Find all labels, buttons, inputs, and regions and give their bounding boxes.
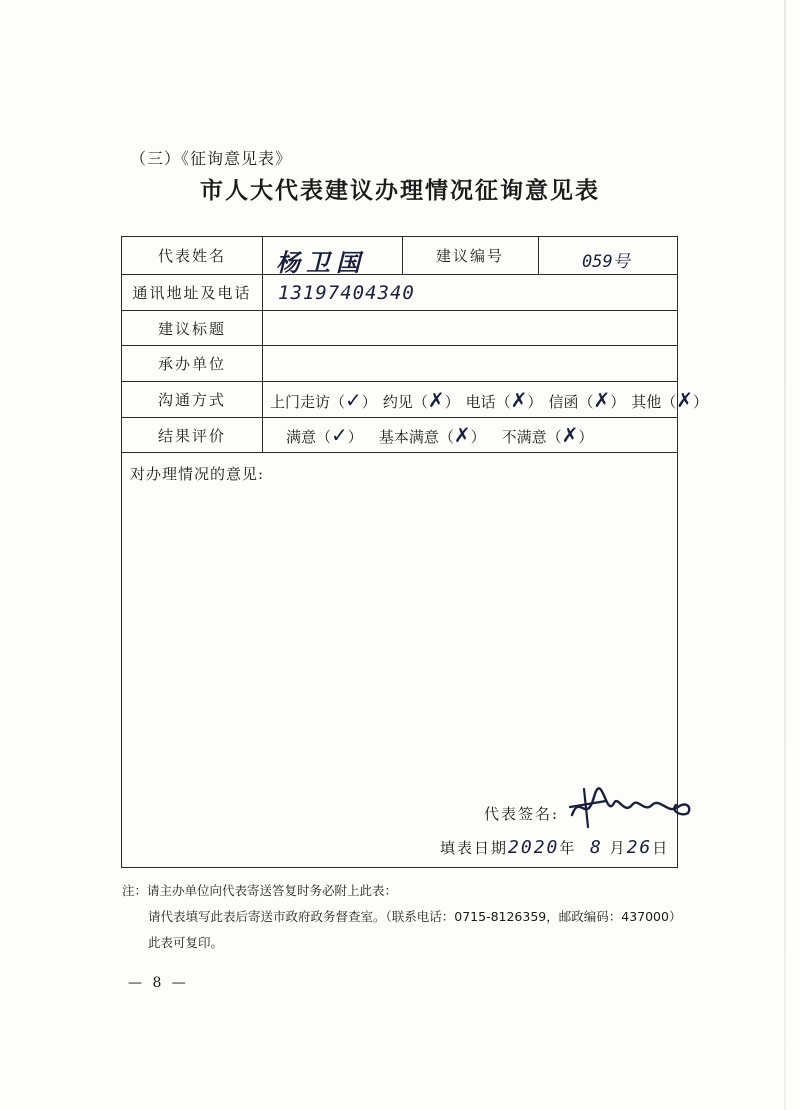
date-year[interactable]: 2020 <box>508 837 560 858</box>
date-month[interactable]: 8 <box>589 837 603 858</box>
cross-mark-icon: ✗ <box>510 387 528 412</box>
result-options <box>262 418 677 452</box>
unit-label: 承办单位 <box>122 346 263 381</box>
method-label: 沟通方式 <box>122 382 263 417</box>
date-year-unit: 年 <box>559 839 577 857</box>
unit-cell[interactable] <box>262 346 677 381</box>
page-number: — 8 — <box>128 975 189 991</box>
contact-label: 通讯地址及电话 <box>122 275 263 310</box>
method-other[interactable]: 其他（✗） <box>631 387 709 412</box>
method-letter[interactable]: 信函（✗） <box>548 387 626 412</box>
name-label: 代表姓名 <box>122 237 263 274</box>
check-mark-icon: ✓ <box>331 423 348 447</box>
cross-mark-icon: ✗ <box>427 387 445 412</box>
section-label: （三）《征询意见表》 <box>130 149 293 168</box>
opinion-area[interactable] <box>122 487 677 767</box>
date-label: 填表日期 <box>440 839 509 857</box>
subject-cell[interactable] <box>262 311 677 345</box>
notes <box>122 878 681 956</box>
row-method <box>122 382 709 418</box>
signature-image <box>566 785 696 833</box>
signature-label: 代表签名: <box>484 805 560 823</box>
feedback-form-table <box>121 236 709 868</box>
method-meeting[interactable]: 约见（✗） <box>382 387 460 412</box>
note-line-2: 请代表填写此表后寄送市政府政务督查室。（联系电话：0715-8126359，邮政编码：437000） <box>148 909 682 924</box>
result-satisfied[interactable]: 满意（✓） <box>286 423 363 447</box>
note-line-3: 此表可复印。 <box>148 935 224 950</box>
cross-mark-icon: ✗ <box>593 387 611 412</box>
name-value: 杨卫国 <box>276 249 366 277</box>
cross-mark-icon: ✗ <box>453 423 471 447</box>
row-result <box>122 418 677 453</box>
number-label: 建议编号 <box>402 237 539 274</box>
number-cell[interactable] <box>538 237 677 274</box>
result-label: 结果评价 <box>122 418 263 452</box>
contact-value: 13197404340 <box>278 281 415 304</box>
date-day[interactable]: 26 <box>626 837 653 858</box>
opinion-label: 对办理情况的意见: <box>130 465 265 483</box>
method-visit[interactable]: 上门走访（✓） <box>270 387 377 412</box>
method-phone[interactable]: 电话（✗） <box>465 387 543 412</box>
document-title: 市人大代表建议办理情况征询意见表 <box>200 178 600 204</box>
date-line <box>440 837 669 858</box>
date-month-unit: 月 <box>609 839 627 857</box>
contact-cell[interactable] <box>262 275 677 310</box>
page-edge <box>784 0 786 1110</box>
method-options <box>262 382 709 417</box>
cross-mark-icon: ✗ <box>561 423 579 447</box>
cross-mark-icon: ✗ <box>676 387 694 412</box>
number-value: 059号 <box>582 252 630 272</box>
row-name <box>122 237 677 275</box>
result-basically-satisfied[interactable]: 基本满意（✗） <box>378 423 486 447</box>
row-contact <box>122 275 677 311</box>
note-line-1: 注：请主办单位向代表寄送答复时务必附上此表： <box>122 883 398 898</box>
name-cell[interactable] <box>262 237 403 277</box>
subject-label: 建议标题 <box>122 311 263 345</box>
date-day-unit: 日 <box>652 839 670 857</box>
row-subject <box>122 311 677 346</box>
result-unsatisfied[interactable]: 不满意（✗） <box>501 423 594 447</box>
row-unit <box>122 346 677 382</box>
check-mark-icon: ✓ <box>345 387 362 412</box>
